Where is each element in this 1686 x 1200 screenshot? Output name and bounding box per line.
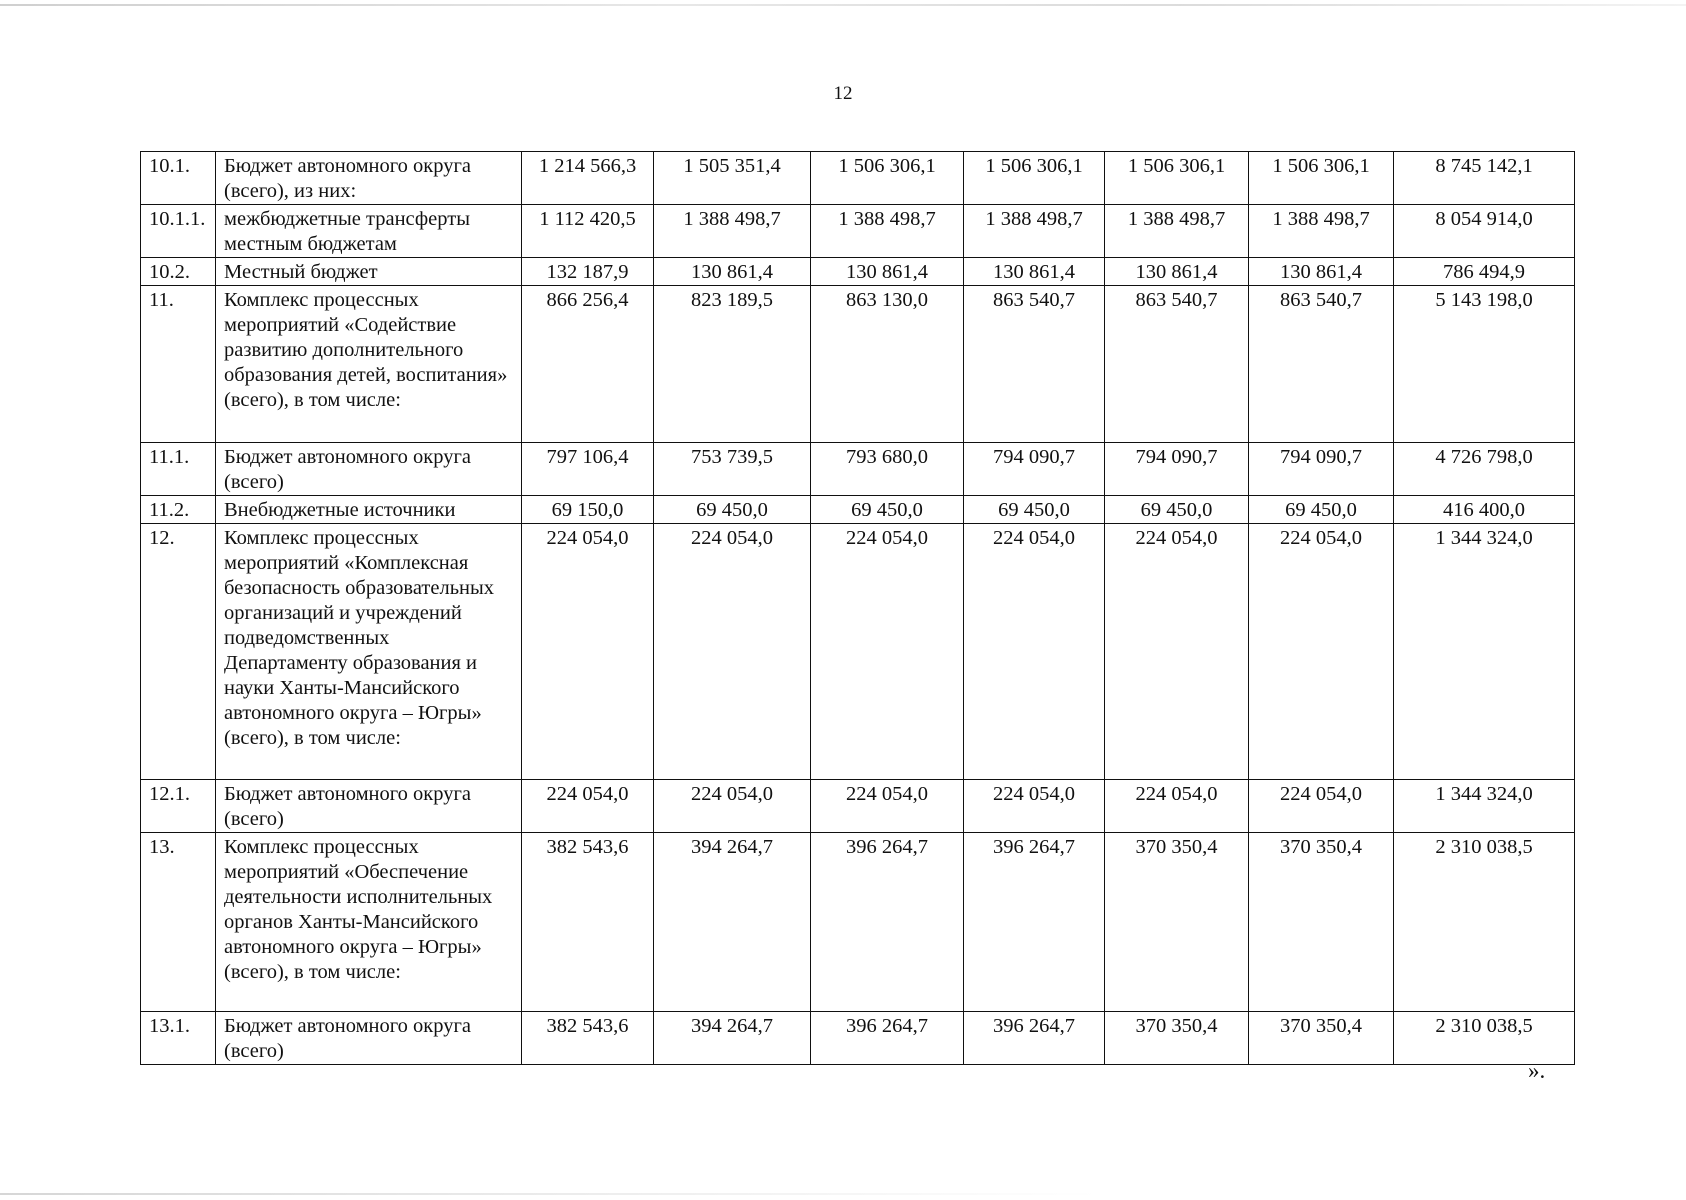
value-cell: 1 388 498,7 [1249, 205, 1394, 258]
table-row [141, 496, 1575, 524]
row-name: Комплекс процессных мероприятий «Обеспечение деятельности исполнительных органов Ханты-Мансийского автономного округа – Югры» (всего), в том числе: [216, 833, 522, 1012]
value-cell: 224 054,0 [1249, 524, 1394, 780]
scan-edge-bottom [0, 1193, 1100, 1195]
value-cell: 69 150,0 [522, 496, 654, 524]
row-name: Бюджет автономного округа (всего) [216, 443, 522, 496]
value-cell: 863 540,7 [1105, 286, 1249, 443]
table-body [141, 152, 1575, 1065]
value-cell-total: 786 494,9 [1394, 258, 1575, 286]
value-cell: 132 187,9 [522, 258, 654, 286]
value-cell: 224 054,0 [964, 524, 1105, 780]
value-cell: 130 861,4 [811, 258, 964, 286]
value-cell: 224 054,0 [811, 524, 964, 780]
row-name: Местный бюджет [216, 258, 522, 286]
value-cell: 224 054,0 [654, 524, 811, 780]
value-cell-total: 5 143 198,0 [1394, 286, 1575, 443]
row-number: 12.1. [141, 780, 216, 833]
budget-table [140, 151, 1575, 1065]
table-row [141, 258, 1575, 286]
value-cell: 130 861,4 [654, 258, 811, 286]
value-cell-total: 1 344 324,0 [1394, 780, 1575, 833]
table-row [141, 152, 1575, 205]
value-cell-total: 2 310 038,5 [1394, 833, 1575, 1012]
row-number: 13.1. [141, 1012, 216, 1065]
row-number: 10.1. [141, 152, 216, 205]
value-cell: 370 350,4 [1249, 1012, 1394, 1065]
row-number: 11. [141, 286, 216, 443]
table-row [141, 524, 1575, 780]
value-cell: 863 130,0 [811, 286, 964, 443]
value-cell: 224 054,0 [964, 780, 1105, 833]
row-number: 11.2. [141, 496, 216, 524]
value-cell: 394 264,7 [654, 1012, 811, 1065]
value-cell-total: 1 344 324,0 [1394, 524, 1575, 780]
value-cell-total: 8 745 142,1 [1394, 152, 1575, 205]
value-cell: 224 054,0 [1249, 780, 1394, 833]
row-name: Комплекс процессных мероприятий «Содействие развитию дополнительного образования детей, воспитания» (всего), в том числе: [216, 286, 522, 443]
row-name: Комплекс процессных мероприятий «Комплексная безопасность образовательных организаций и учреждений подведомственных Департаменту образования и науки Ханты-Мансийского автономного округа – Югры» (всего), в том числе: [216, 524, 522, 780]
value-cell: 69 450,0 [1105, 496, 1249, 524]
value-cell: 224 054,0 [522, 780, 654, 833]
value-cell: 1 506 306,1 [811, 152, 964, 205]
value-cell: 224 054,0 [1105, 524, 1249, 780]
scan-edge-top [0, 4, 1686, 6]
value-cell: 396 264,7 [964, 833, 1105, 1012]
value-cell-total: 4 726 798,0 [1394, 443, 1575, 496]
value-cell: 69 450,0 [964, 496, 1105, 524]
table-row [141, 1012, 1575, 1065]
value-cell: 224 054,0 [654, 780, 811, 833]
value-cell: 1 506 306,1 [964, 152, 1105, 205]
value-cell: 224 054,0 [522, 524, 654, 780]
value-cell: 69 450,0 [654, 496, 811, 524]
value-cell-total: 2 310 038,5 [1394, 1012, 1575, 1065]
row-number: 10.2. [141, 258, 216, 286]
value-cell: 394 264,7 [654, 833, 811, 1012]
value-cell: 396 264,7 [811, 833, 964, 1012]
value-cell: 69 450,0 [811, 496, 964, 524]
value-cell: 793 680,0 [811, 443, 964, 496]
value-cell: 866 256,4 [522, 286, 654, 443]
value-cell: 130 861,4 [1249, 258, 1394, 286]
value-cell: 797 106,4 [522, 443, 654, 496]
value-cell: 130 861,4 [1105, 258, 1249, 286]
row-name: межбюджетные трансферты местным бюджетам [216, 205, 522, 258]
row-name: Бюджет автономного округа (всего) [216, 1012, 522, 1065]
closing-quote-mark: ». [1528, 1058, 1546, 1083]
value-cell: 382 543,6 [522, 1012, 654, 1065]
page-number: 12 [833, 83, 853, 104]
value-cell: 863 540,7 [964, 286, 1105, 443]
value-cell: 1 214 566,3 [522, 152, 654, 205]
value-cell: 1 505 351,4 [654, 152, 811, 205]
value-cell: 1 112 420,5 [522, 205, 654, 258]
value-cell: 1 388 498,7 [654, 205, 811, 258]
row-name: Внебюджетные источники [216, 496, 522, 524]
row-number: 13. [141, 833, 216, 1012]
value-cell: 396 264,7 [811, 1012, 964, 1065]
table-row [141, 205, 1575, 258]
value-cell: 794 090,7 [964, 443, 1105, 496]
table-row [141, 833, 1575, 1012]
value-cell: 1 388 498,7 [1105, 205, 1249, 258]
value-cell: 794 090,7 [1249, 443, 1394, 496]
value-cell: 370 350,4 [1105, 833, 1249, 1012]
value-cell: 224 054,0 [1105, 780, 1249, 833]
value-cell-total: 416 400,0 [1394, 496, 1575, 524]
table-row [141, 286, 1575, 443]
value-cell: 1 388 498,7 [964, 205, 1105, 258]
value-cell: 69 450,0 [1249, 496, 1394, 524]
value-cell: 1 388 498,7 [811, 205, 964, 258]
row-number: 12. [141, 524, 216, 780]
value-cell: 1 506 306,1 [1249, 152, 1394, 205]
value-cell: 370 350,4 [1105, 1012, 1249, 1065]
value-cell: 794 090,7 [1105, 443, 1249, 496]
row-name: Бюджет автономного округа (всего), из них: [216, 152, 522, 205]
value-cell: 823 189,5 [654, 286, 811, 443]
value-cell: 370 350,4 [1249, 833, 1394, 1012]
row-number: 11.1. [141, 443, 216, 496]
value-cell-total: 8 054 914,0 [1394, 205, 1575, 258]
table-row [141, 443, 1575, 496]
value-cell: 382 543,6 [522, 833, 654, 1012]
value-cell: 863 540,7 [1249, 286, 1394, 443]
value-cell: 224 054,0 [811, 780, 964, 833]
value-cell: 130 861,4 [964, 258, 1105, 286]
table-row [141, 780, 1575, 833]
row-name: Бюджет автономного округа (всего) [216, 780, 522, 833]
value-cell: 753 739,5 [654, 443, 811, 496]
row-number: 10.1.1. [141, 205, 216, 258]
value-cell: 1 506 306,1 [1105, 152, 1249, 205]
value-cell: 396 264,7 [964, 1012, 1105, 1065]
